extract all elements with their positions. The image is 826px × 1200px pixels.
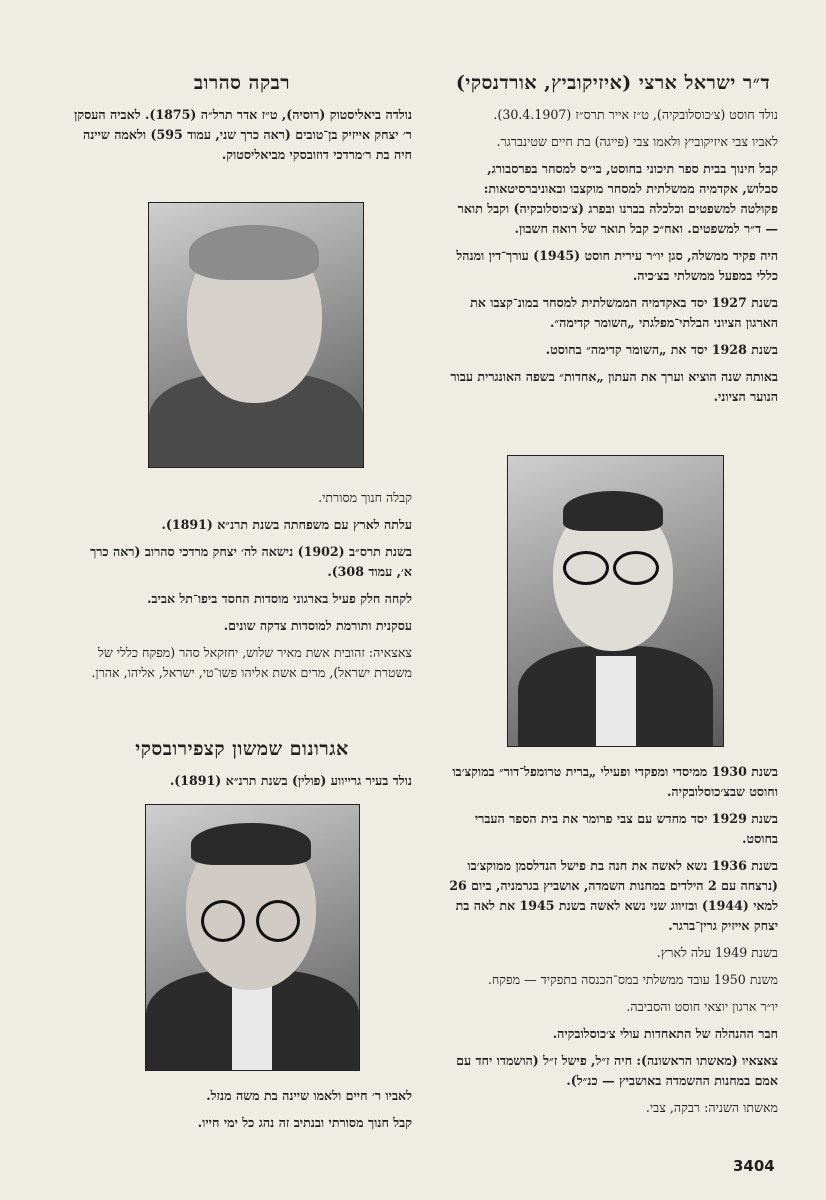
artzi-paragraph: בשנת 1949 עלה לארץ. — [656, 945, 778, 960]
kaspirovski-paragraph: קבל חנוך מסורתי ובנתיב זה נהג כל ימי חייו. — [197, 1115, 412, 1130]
artzi-portrait — [507, 455, 724, 747]
artzi-paragraph: חבר ההנהלה של התאחדות עולי צ׳כוסלובקיה. — [552, 1026, 778, 1041]
saharov-paragraph: נולדה ביאליסטוק (רוסיה), ט״ז אדר תרל״ה (1875). לאביה העסקן ר׳ יצחק אייזיק בן־טובים (ראה כרך שני, עמוד 595) ולאמה שיינה חיה בת ר׳מרדכי דוזובסקי מביאליסטוק. — [74, 107, 412, 162]
kaspirovski-paragraph: נולד בעיר גרייווע (פולין) בשנת תרנ״א (1891). — [169, 773, 412, 788]
saharov-heading: רבקה סהרוב — [193, 72, 291, 94]
saharov-paragraph: לקחה חלק פעיל בארגוני מוסדות החסד ביפו־תל אביב. — [147, 591, 412, 606]
kaspirovski-continued — [72, 1086, 412, 1140]
artzi-paragraph: לאביו צבי איזיקוביץ ולאמו צבי (פייגה) בת חיים שטינברגר. — [496, 134, 778, 149]
saharov-entry — [72, 72, 412, 172]
page-number: 3404 — [733, 1157, 775, 1175]
artzi-paragraph: בשנת 1927 יסד באקדמיה הממשלתית למסחר במונ־קצבו את הארגון הציוני הבלתי־מפלגתי „השומר קדימה״. — [470, 295, 778, 330]
saharov-portrait — [148, 202, 364, 468]
artzi-paragraph: בשנת 1928 יסד את „השומר קדימה״ בחוסט. — [545, 342, 778, 357]
saharov-paragraph: צאצאיה: זהובית אשת מאיר שלוש, יחזקאל סהר (מפקח כללי של משטרת ישראל), מרים אשת אליהו פשו־טי, ישראל, אליהו, אהרן. — [91, 645, 412, 680]
artzi-paragraph: קבל חינוך בבית ספר תיכוני בחוסט, בי״ס למסחר בפרסבורג, סבלוש, אקדמיה ממשלתית למסחר מוקצבו ובאוניברסיטאות: פקולטה למשפטים וכלכלה בברנו ובפרג (צ׳כוסלובקיה) וקבל תואר — ד״ר למשפטים. ואח״כ קבל תואר של רואה חשבון. — [457, 161, 778, 236]
kaspirovski-portrait — [145, 804, 360, 1071]
artzi-paragraph: היה פקיד ממשלה, סגן יו״ר עירית חוסט (1945) עורך־דין ומנהל כללי במפעל ממשלתי בצ׳כיה. — [456, 248, 778, 283]
artzi-paragraph: נולד חוסט (צ׳כוסלובקיה), ט״ז אייר תרס״ז (30.4.1907). — [493, 107, 778, 122]
artzi-paragraph: בשנת 1930 ממיסדי ומפקדי ופעילי „ברית טרומפל־דור״ במוקצ׳בו וחוסט שבצ׳כוסלובקיה. — [452, 764, 778, 799]
artzi-paragraph: בשנת 1936 נשא לאשה את חנה בת פישל הנדלסמן ממוקצ׳בו (נרצחה עם 2 הילדים במחנות השמדה, אושביץ בגרמניה, ביום 26 למאי (1944) ובזיווג שני נשא לאשה בשנת 1945 את לאה בת יצחק אייזיק גרין־ברגר. — [449, 858, 778, 933]
saharov-paragraph: עלתה לארץ עם משפחתה בשנת תרנ״א (1891). — [161, 517, 412, 532]
artzi-continued — [448, 762, 778, 1125]
artzi-paragraph: משנת 1950 עובד ממשלתי במס־הכנסה בתפקיד — מפקח. — [487, 972, 778, 987]
kaspirovski-entry — [72, 738, 412, 798]
artzi-entry — [448, 72, 778, 414]
artzi-heading: ד״ר ישראל ארצי (איזיקוביץ, אורדנסקי) — [455, 72, 771, 94]
saharov-paragraph: קבלה חנוך מסורתי. — [318, 490, 412, 505]
artzi-paragraph: בשנת 1929 יסד מחדש עם צבי פרומר את בית הספר העברי בחוסט. — [474, 811, 778, 846]
kaspirovski-paragraph: לאביו ר׳ חיים ולאמו שיינה בת משה מנזל. — [206, 1088, 412, 1103]
saharov-continued — [72, 488, 412, 690]
artzi-paragraph: צאצאיו (מאשתו הראשונה): חיה ז״ל, פישל ז״ל (הושמדו יחד עם אמם במחנות ההשמדה באושביץ — כנ״ל). — [456, 1053, 778, 1088]
kaspirovski-heading: אגרונום שמשון קצפירובסקי — [135, 738, 349, 760]
artzi-paragraph: באותה שנה הוציא וערך את העתון „אחדות״ בשפה האונגרית עבור הנוער הציוני. — [450, 369, 778, 404]
artzi-paragraph: יו״ר ארגון יוצאי חוסט והסביבה. — [626, 999, 778, 1014]
saharov-paragraph: עסקנית ותורמת למוסדות צדקה שונים. — [223, 618, 412, 633]
artzi-paragraph: מאשתו השניה: רבקה, צבי. — [645, 1100, 778, 1115]
saharov-paragraph: בשנת תרס״ב (1902) נישאה לה׳ יצחק מרדכי סהרוב (ראה כרך א׳, עמוד 308). — [90, 544, 412, 579]
